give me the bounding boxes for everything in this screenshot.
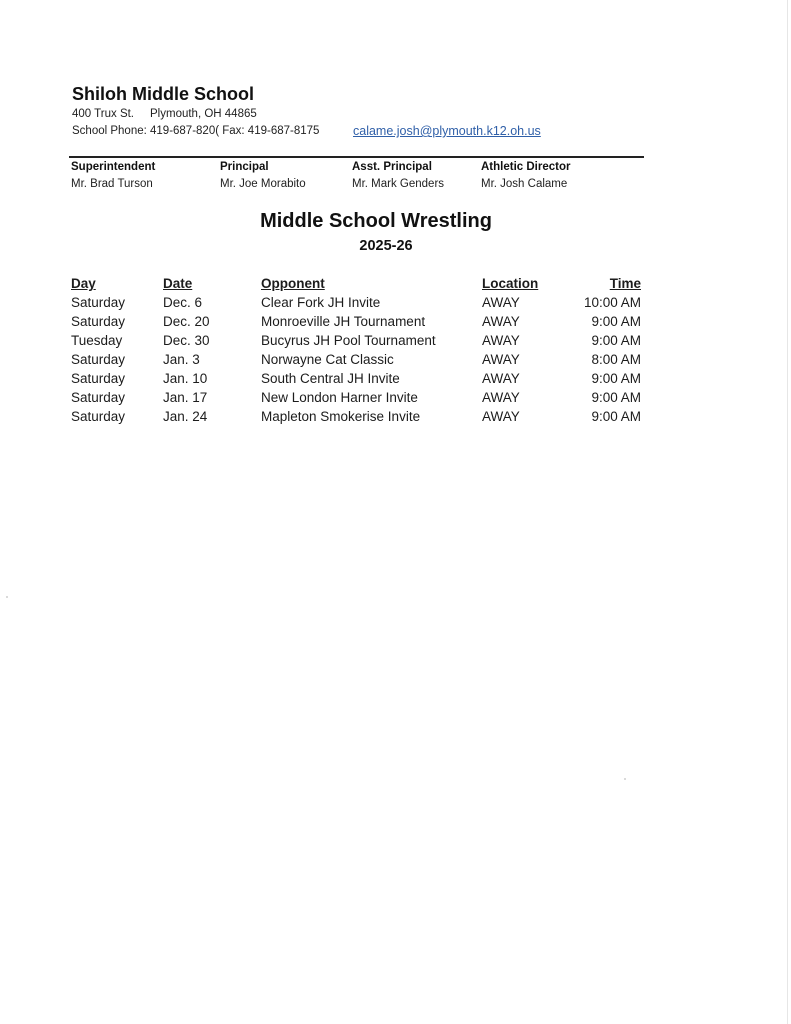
row-opponent: Norwayne Cat Classic: [261, 352, 394, 367]
staff-name: Mr. Mark Genders: [352, 178, 445, 190]
row-location: AWAY: [482, 295, 520, 310]
staff-title: Athletic Director: [481, 161, 571, 173]
row-date: Jan. 17: [163, 390, 208, 405]
row-opponent: South Central JH Invite: [261, 371, 400, 386]
row-time: 9:00 AM: [591, 371, 641, 386]
row-location: AWAY: [482, 352, 520, 367]
city-state-zip: Plymouth, OH 44865: [150, 108, 257, 120]
row-time: 9:00 AM: [591, 314, 641, 329]
phone-fax: School Phone: 419-687-820( Fax: 419-687-8175: [72, 125, 320, 137]
staff-name: Mr. Joe Morabito: [220, 178, 306, 190]
street-address: 400 Trux St.: [72, 108, 135, 120]
staff-title: Superintendent: [71, 161, 156, 173]
row-opponent: Mapleton Smokerise Invite: [261, 409, 421, 424]
row-day: Saturday: [71, 371, 126, 386]
row-opponent: Bucyrus JH Pool Tournament: [261, 333, 436, 348]
row-day: Saturday: [71, 314, 126, 329]
row-time: 9:00 AM: [591, 333, 641, 348]
header-divider: [69, 156, 644, 158]
schedule-title: Middle School Wrestling: [260, 210, 492, 232]
row-date: Dec. 30: [163, 333, 210, 348]
row-day: Saturday: [71, 352, 126, 367]
row-location: AWAY: [482, 390, 520, 405]
row-date: Dec. 6: [163, 295, 203, 310]
staff-title: Asst. Principal: [352, 161, 432, 173]
column-header-day: Day: [71, 276, 96, 291]
column-header-time: Time: [609, 276, 641, 291]
staff-name: Mr. Brad Turson: [71, 178, 153, 190]
row-opponent: Clear Fork JH Invite: [261, 295, 381, 310]
row-location: AWAY: [482, 409, 520, 424]
row-date: Jan. 24: [163, 409, 208, 424]
row-time: 9:00 AM: [591, 390, 641, 405]
row-date: Jan. 10: [163, 371, 208, 386]
staff-asst-principal: [352, 160, 444, 191]
staff-principal: [220, 160, 306, 191]
column-header-opponent: Opponent: [261, 276, 325, 291]
schedule-season: 2025-26: [359, 238, 413, 254]
email-link[interactable]: calame.josh@plymouth.k12.oh.us: [353, 124, 541, 138]
staff-athletic-director: [481, 160, 570, 191]
scan-speck: [6, 596, 8, 598]
row-time: 9:00 AM: [591, 409, 641, 424]
school-name: Shiloh Middle School: [72, 84, 254, 104]
row-opponent: New London Harner Invite: [261, 390, 418, 405]
row-date: Dec. 20: [163, 314, 210, 329]
row-location: AWAY: [482, 333, 520, 348]
scan-speck: [624, 778, 626, 780]
row-day: Saturday: [71, 295, 126, 310]
row-location: AWAY: [482, 371, 520, 386]
row-date: Jan. 3: [163, 352, 200, 367]
row-day: Saturday: [71, 390, 126, 405]
staff-superintendent: [71, 160, 155, 191]
row-day: Saturday: [71, 409, 126, 424]
staff-name: Mr. Josh Calame: [481, 178, 568, 190]
column-header-date: Date: [163, 276, 193, 291]
row-location: AWAY: [482, 314, 520, 329]
row-opponent: Monroeville JH Tournament: [261, 314, 426, 329]
row-time: 8:00 AM: [591, 352, 641, 367]
row-time: 10:00 AM: [583, 295, 641, 310]
address-line: [72, 108, 257, 120]
row-day: Tuesday: [71, 333, 123, 348]
scan-edge: [787, 0, 788, 1024]
staff-title: Principal: [220, 161, 269, 173]
column-header-location: Location: [482, 276, 539, 291]
